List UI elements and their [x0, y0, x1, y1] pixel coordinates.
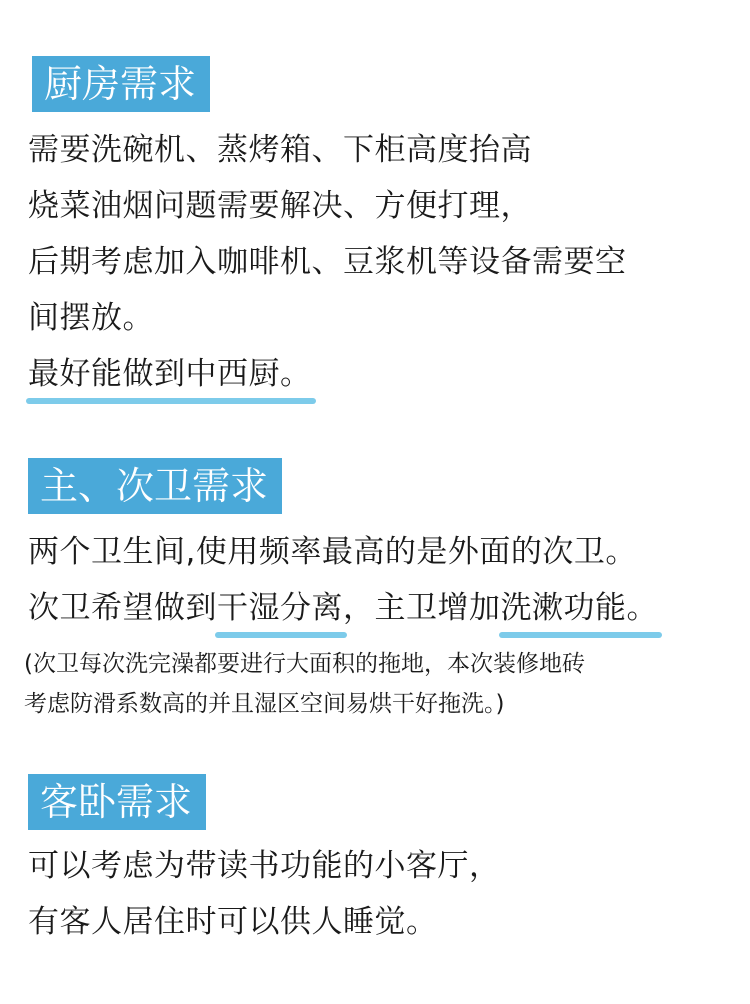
bathroom-line-2-part-a: 次卫希望做到	[28, 590, 217, 626]
bathroom-line-2	[28, 588, 658, 628]
washing-function-highlight: 洗漱功能。	[500, 590, 658, 626]
bathroom-line-1: 两个卫生间,使用频率最高的是外面的次卫。	[28, 534, 637, 570]
dry-wet-separation-highlight: 干湿分离	[217, 590, 343, 626]
bathroom-line-2-part-b: ，主卫增加	[343, 590, 501, 626]
kitchen-heading: 厨房需求	[32, 56, 210, 112]
kitchen-line-3: 后期考虑加入咖啡机、豆浆机等设备需要空	[28, 244, 627, 280]
guest-line-1: 可以考虑为带读书功能的小客厅，	[28, 848, 501, 884]
guest-room-heading: 客卧需求	[28, 774, 206, 830]
kitchen-highlight-line	[28, 354, 312, 394]
guest-line-2: 有客人居住时可以供人睡觉。	[28, 904, 438, 940]
bathroom-note-2: 考虑防滑系数高的并且湿区空间易烘干好拖洗。)	[24, 691, 505, 717]
kitchen-line-4: 间摆放。	[28, 300, 154, 336]
kitchen-line-2: 烧菜油烟问题需要解决、方便打理，	[28, 188, 532, 224]
kitchen-line-1: 需要洗碗机、蒸烤箱、下柜高度抬高	[28, 132, 532, 168]
bathroom-heading: 主、次卫需求	[28, 458, 282, 514]
bathroom-note-1: (次卫每次洗完澡都要进行大面积的拖地，本次装修地砖	[24, 651, 585, 677]
kitchen-highlight: 最好能做到中西厨。	[28, 356, 312, 392]
